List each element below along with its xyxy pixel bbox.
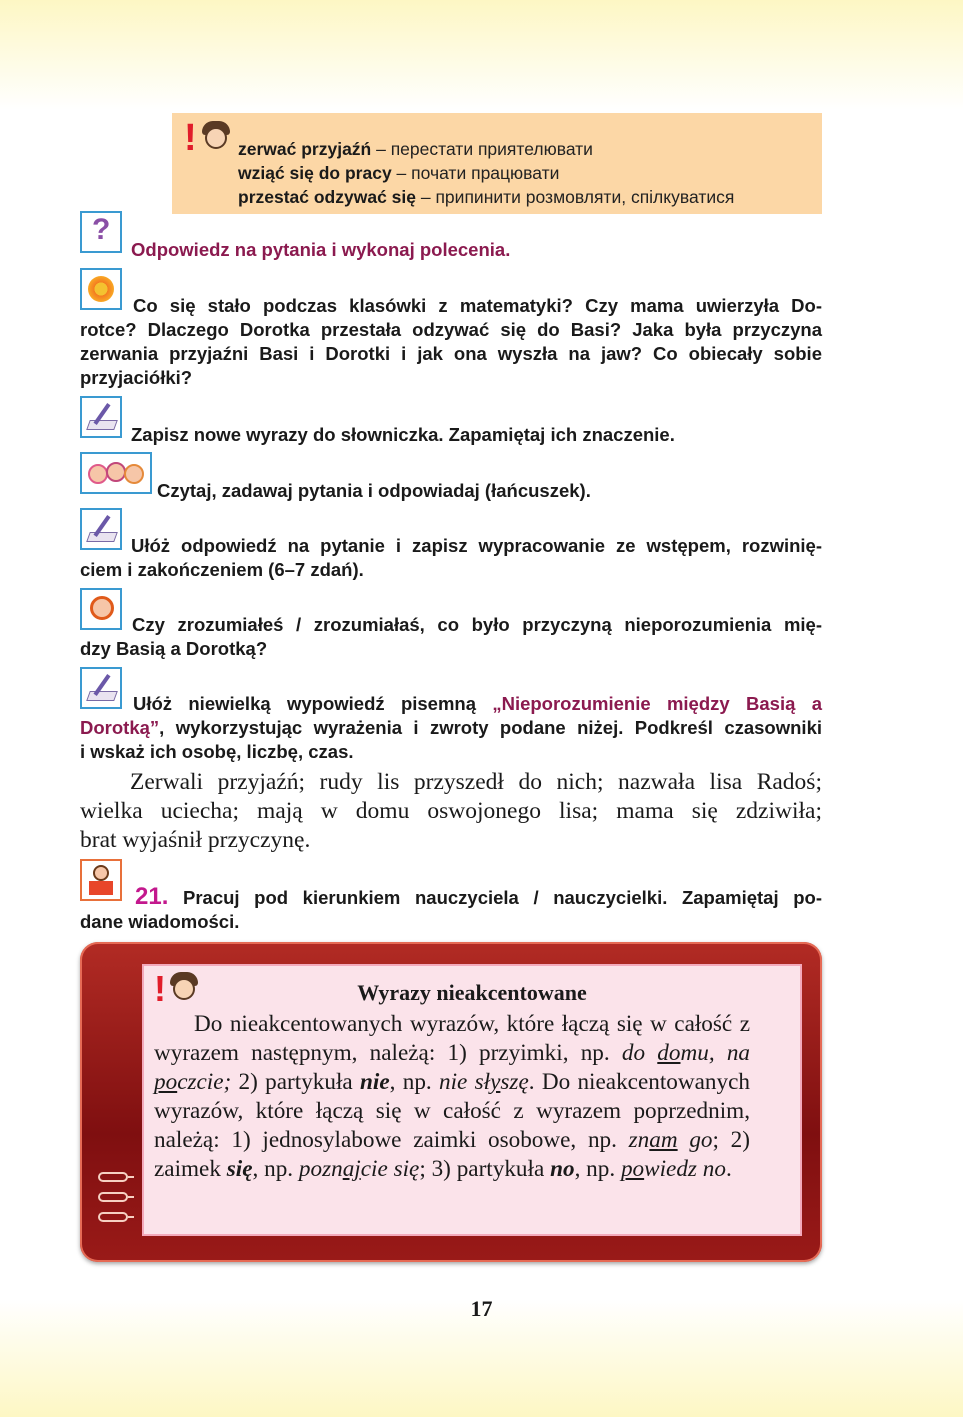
task-4-text: Czytaj, zadawaj pytania i odpowiadaj (łańcuszek).	[157, 480, 591, 501]
rule-panel	[142, 964, 802, 1236]
task-5-line-2: ciem i zakończeniem (6–7 zdań).	[80, 559, 364, 580]
rule-text: Do nieakcentowanych wyrazów, które łączą się w całość z wyrazem następnym, należą: 1) przyimki, np. do domu, na poczcie; 2) partykuła nie, np. nie słyszę. Do nieakcentowanych wyrazów, które łączą się w całość z wyrazem poprzednim, należą: 1) jednosylabowe zaimki osobowe, np. znam go; 2) zaimek się, np. poznajcie się; 3) partykuła no, np. powiedz no.	[154, 1011, 751, 1182]
task-2-line-4: przyjaciółki?	[80, 367, 193, 388]
expressions-line-2: wielka uciecha; mają w domu oswojonego lisa; mama się zdziwiła;	[80, 798, 822, 824]
expressions-text	[80, 768, 822, 855]
decorative-bullet-icon	[98, 1172, 128, 1182]
glossary-box	[172, 113, 822, 214]
expressions-line-3: brat wyjaśnił przyczynę.	[80, 827, 311, 853]
expressions-line-1: Zerwali przyjaźń; rudy lis przyszedł do nich; nazwała lisa Radoś;	[130, 769, 822, 795]
rule-frame	[80, 942, 822, 1262]
task-2-text	[80, 294, 822, 390]
task-2-line-1: Co się stało podczas klasówki z matematyki? Czy mama uwierzyła Do-	[133, 295, 822, 316]
exercise-21-line-1: 21. Pracuj pod kierunkiem nauczyciela / nauczycielki. Zapamiętaj po-	[135, 883, 822, 910]
exclamation-icon: !	[154, 968, 166, 1009]
task-7-line-2: Dorotką”, wykorzystując wyrażenia i zwroty podane niżej. Podkreśl czasowniki	[80, 717, 822, 738]
rule-title: Wyrazy nieakcentowane	[357, 980, 587, 1005]
exclamation-icon: !	[184, 117, 197, 159]
glossary-line-1: zerwać przyjaźń – перестати приятелювати	[238, 139, 593, 159]
glossary-line-3: przestać odzywać się – припинити розмовляти, спілкуватися	[238, 187, 735, 207]
task-3-text: Zapisz nowe wyrazy do słowniczka. Zapamiętaj ich znaczenie.	[131, 424, 675, 445]
task-5-line-1: Ułóż odpowiedź na pytanie i zapisz wypracowanie ze wstępem, rozwinię-	[131, 535, 822, 556]
task-5-text	[80, 534, 822, 582]
task-2-line-3: zerwania przyjaźni Basi i Dorotki i jak ona wyszła na jaw? Co obiecały sobie	[80, 343, 822, 364]
decorative-bullet-icon	[98, 1192, 128, 1202]
task-7-text	[80, 692, 822, 764]
girl-face-icon	[205, 127, 227, 149]
task-7-line-1: Ułóż niewielką wypowiedź pisemną „Nieporozumienie między Basią a	[133, 693, 822, 714]
task-1-text: Odpowiedz na pytania i wykonaj polecenia.	[131, 239, 511, 260]
task-7-line-3: i wskaż ich osobę, liczbę, czas.	[80, 741, 354, 762]
task-6-text	[80, 613, 822, 661]
task-6-line-2: dzy Basią a Dorotką?	[80, 638, 268, 659]
children-group-icon	[80, 452, 152, 494]
page-number: 17	[470, 1296, 493, 1321]
task-2-line-2: rotce? Dlaczego Dorotka przestała odzywać się do Basi? Jaka była przyczyna	[80, 319, 822, 340]
exercise-number: 21.	[135, 883, 169, 910]
decorative-bullet-icon	[98, 1212, 128, 1222]
exercise-21-line-2: dane wiadomości.	[80, 911, 240, 932]
glossary-line-2: wziąć się do pracy – почати працювати	[238, 163, 560, 183]
pen-book-icon	[80, 396, 122, 438]
task-6-line-1: Czy zrozumiałeś / zrozumiałaś, co było przyczyną nieporozumienia mię-	[132, 614, 822, 635]
exercise-21-text	[80, 885, 822, 934]
question-icon: ?	[80, 211, 122, 253]
